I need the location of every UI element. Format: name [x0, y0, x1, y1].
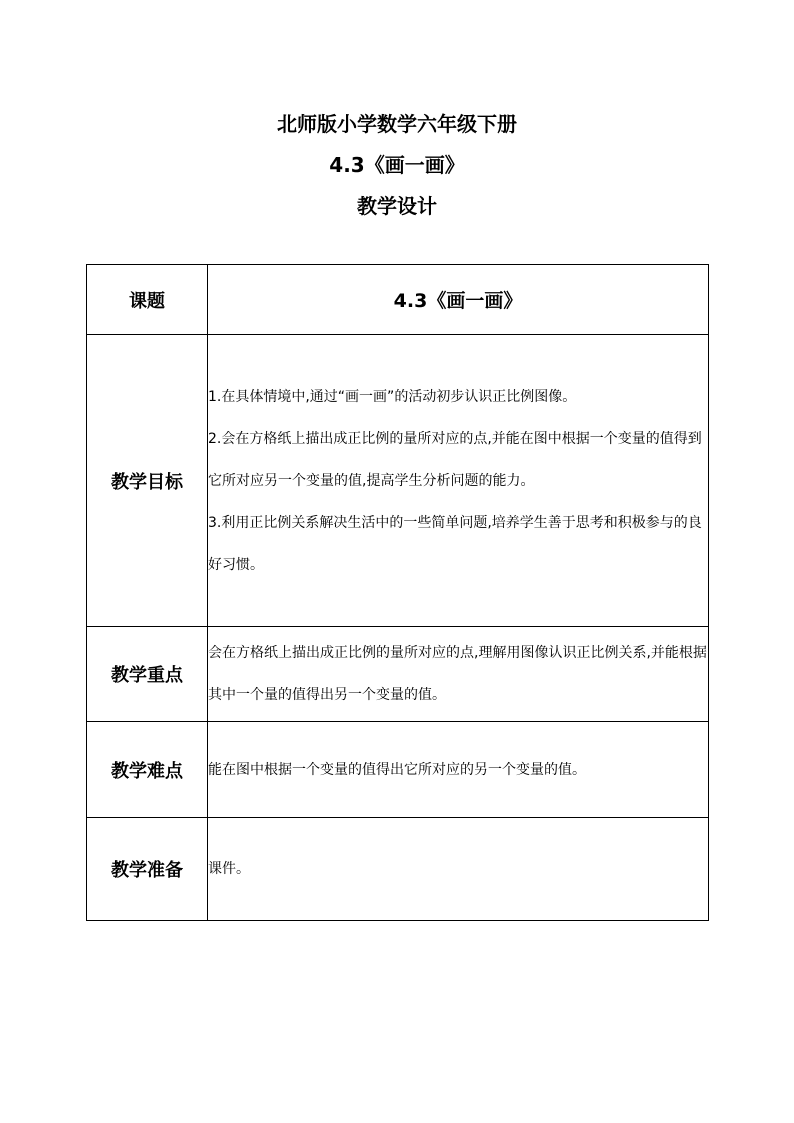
objective-item: 1.在具体情境中,通过“画一画”的活动初步认识正比例图像。 — [208, 388, 577, 405]
objective-item: 3.利用正比例关系解决生活中的一些简单问题,培养学生善于思考和积极参与的良好习惯。 — [208, 514, 702, 573]
difficulties-label: 教学难点 — [87, 722, 208, 818]
topic-label: 课题 — [87, 265, 208, 335]
table-row-difficulties — [87, 722, 709, 818]
table-row-objectives — [87, 335, 709, 627]
difficulties-content: 能在图中根据一个变量的值得出它所对应的另一个变量的值。 — [208, 722, 709, 818]
lesson-title: 4.3《画一画》 — [329, 153, 465, 177]
document-header — [0, 104, 794, 227]
key-points-content: 会在方格纸上描出成正比例的量所对应的点,理解用图像认识正比例关系,并能根据其中一个量的值得出另一个变量的值。 — [208, 627, 709, 722]
document-subject-title: 北师版小学数学六年级下册 — [277, 112, 517, 136]
table-row-topic — [87, 265, 709, 335]
key-points-label: 教学重点 — [87, 627, 208, 722]
topic-value: 4.3《画一画》 — [208, 265, 709, 335]
document-type-title: 教学设计 — [357, 194, 437, 218]
objectives-content — [208, 335, 709, 627]
lesson-plan-table — [86, 264, 709, 921]
objectives-label: 教学目标 — [87, 335, 208, 627]
table-row-preparation — [87, 818, 709, 921]
preparation-label: 教学准备 — [87, 818, 208, 921]
preparation-content: 课件。 — [208, 818, 709, 921]
objective-item: 2.会在方格纸上描出成正比例的量所对应的点,并能在图中根据一个变量的值得到它所对应另一个变量的值,提高学生分析问题的能力。 — [208, 430, 702, 489]
table-row-key-points — [87, 627, 709, 722]
